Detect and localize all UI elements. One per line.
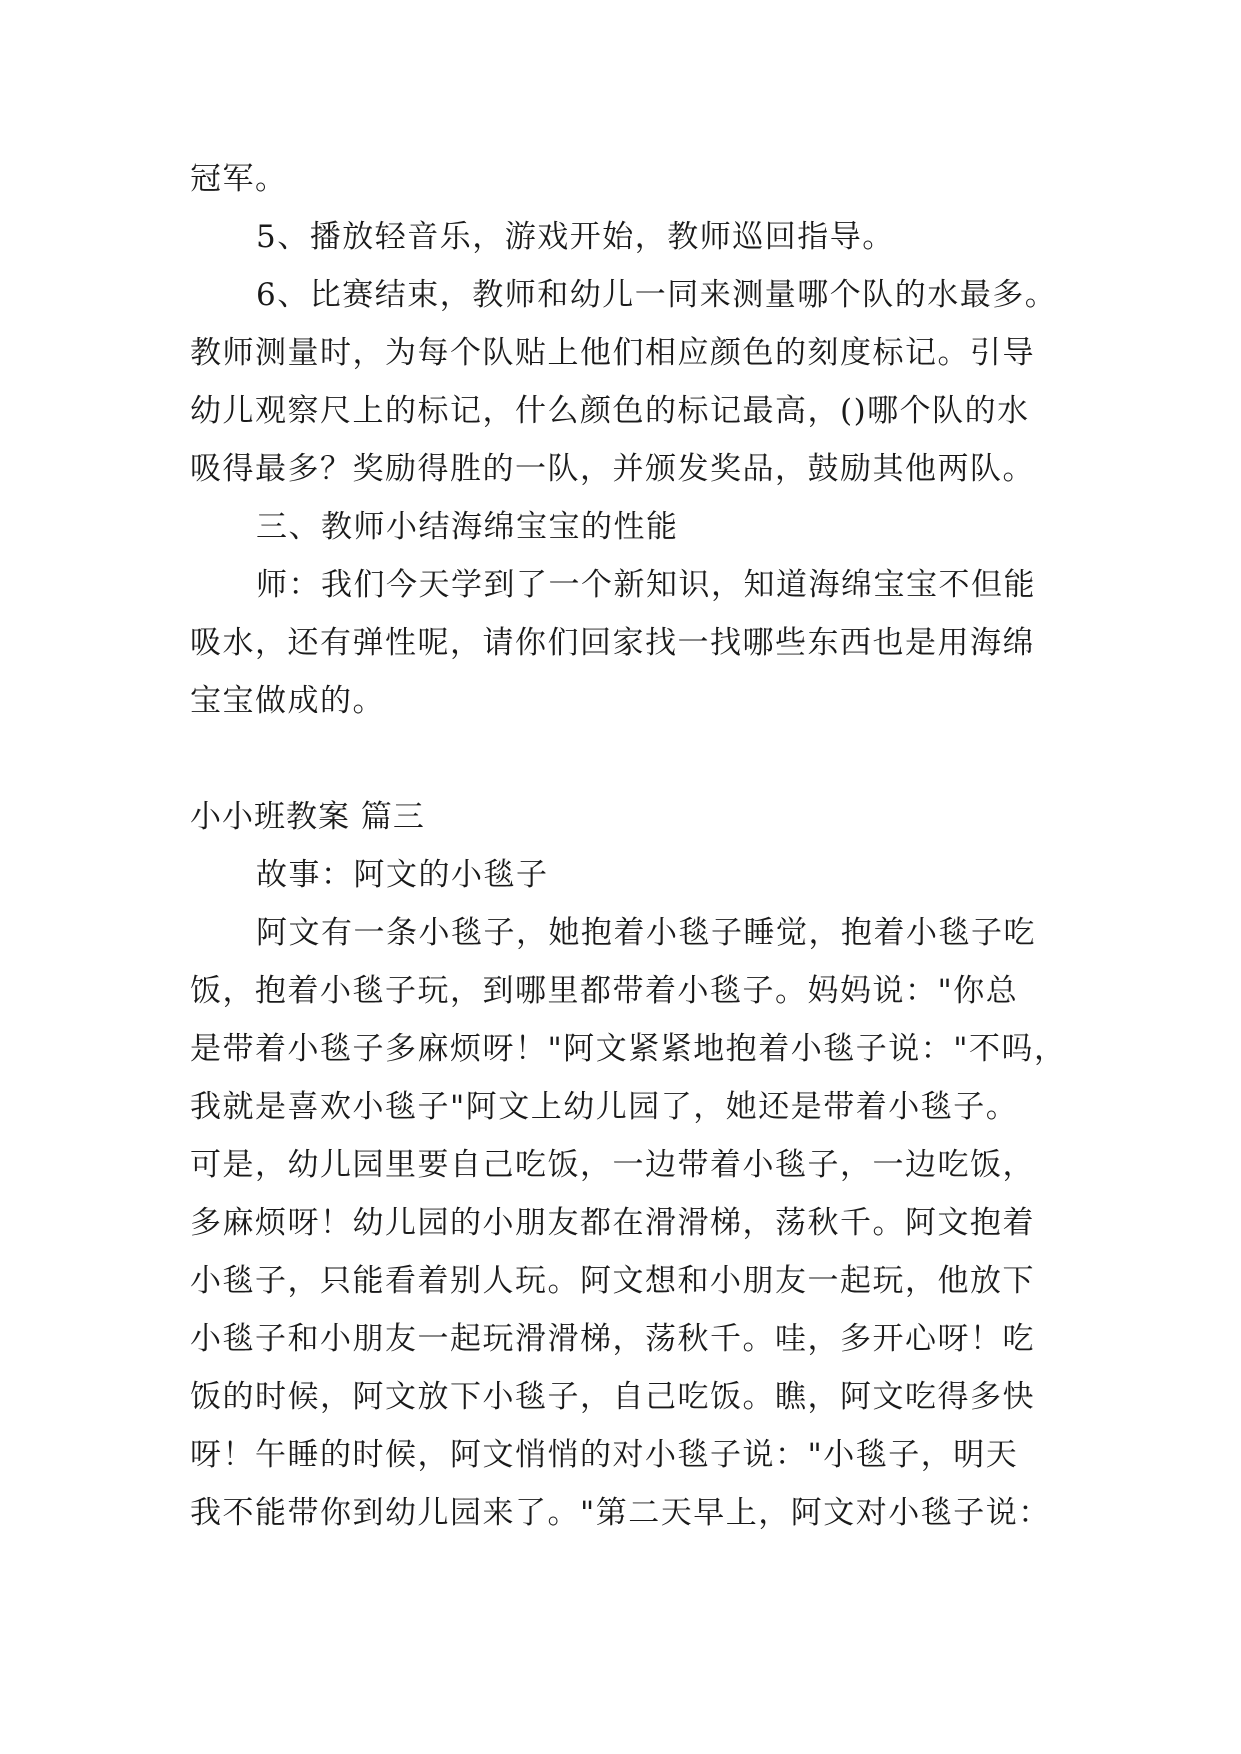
paragraph-line: 饭，抱着小毯子玩，到哪里都带着小毯子。妈妈说："你总 — [190, 973, 1019, 1009]
paragraph-line: 可是，幼儿园里要自己吃饭，一边带着小毯子，一边吃饭， — [190, 1147, 1035, 1183]
paragraph-line: 小毯子和小朋友一起玩滑滑梯，荡秋千。哇，多开心呀！吃 — [190, 1321, 1035, 1357]
paragraph-line: 呀！午睡的时候，阿文悄悄的对小毯子说："小毯子，明天 — [190, 1437, 1019, 1473]
paragraph-line: 是带着小毯子多麻烦呀！"阿文紧紧地抱着小毯子说："不吗， — [190, 1031, 1067, 1067]
paragraph-line: 多麻烦呀！幼儿园的小朋友都在滑滑梯，荡秋千。阿文抱着 — [190, 1205, 1035, 1241]
paragraph-line: 6、比赛结束，教师和幼儿一同来测量哪个队的水最多。 — [256, 277, 1058, 313]
section-gap — [190, 730, 1070, 788]
paragraph-line: 师：我们今天学到了一个新知识，知道海绵宝宝不但能 — [256, 567, 1036, 603]
paragraph-line: 宝宝做成的。 — [190, 683, 385, 719]
paragraph-line: 幼儿观察尺上的标记，什么颜色的标记最高，()哪个队的水 — [190, 393, 1030, 429]
paragraph-line: 教师测量时，为每个队贴上他们相应颜色的刻度标记。引导 — [190, 335, 1035, 371]
section-subheading: 三、教师小结海绵宝宝的性能 — [256, 509, 679, 545]
document-body — [190, 150, 1070, 1542]
story-title: 故事：阿文的小毯子 — [256, 857, 549, 893]
paragraph-line: 饭的时候，阿文放下小毯子，自己吃饭。瞧，阿文吃得多快 — [190, 1379, 1035, 1415]
paragraph-line: 我就是喜欢小毯子"阿文上幼儿园了，她还是带着小毯子。 — [190, 1089, 1019, 1125]
paragraph-line: 冠军。 — [190, 161, 288, 197]
paragraph-line: 吸得最多？奖励得胜的一队，并颁发奖品，鼓励其他两队。 — [190, 451, 1035, 487]
section-heading: 小小班教案 篇三 — [190, 799, 425, 835]
paragraph-line: 我不能带你到幼儿园来了。"第二天早上，阿文对小毯子说： — [190, 1495, 1051, 1531]
paragraph-line: 小毯子，只能看着别人玩。阿文想和小朋友一起玩，他放下 — [190, 1263, 1035, 1299]
paragraph-line: 吸水，还有弹性呢，请你们回家找一找哪些东西也是用海绵 — [190, 625, 1035, 661]
paragraph-line: 阿文有一条小毯子，她抱着小毯子睡觉，抱着小毯子吃 — [256, 915, 1036, 951]
paragraph-line: 5、播放轻音乐，游戏开始，教师巡回指导。 — [256, 219, 895, 255]
